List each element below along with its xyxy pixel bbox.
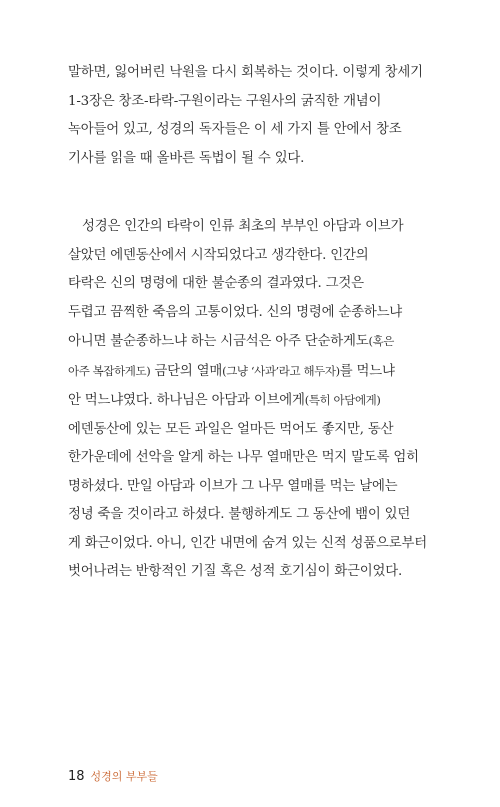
text-line: 게 화근이었다. 아니, 인간 내면에 숨겨 있는 신적 성품으로부터 — [68, 535, 427, 551]
text-line: 정녕 죽을 것이라고 하셨다. 불행하게도 그 동산에 뱀이 있던 — [68, 507, 411, 522]
page-number: 18 — [68, 769, 85, 784]
text-line: 기사를 읽을 때 올바른 독법이 될 수 있다. — [68, 150, 305, 166]
text-line: 살았던 에덴동산에서 시작되었다고 생각한다. 인간의 — [68, 247, 369, 263]
parenthetical-aside: 아주 복잡하게도) — [68, 363, 151, 378]
text-line: 1-3장은 창조-타락-구원이라는 구원사의 굵직한 개념이 — [68, 93, 382, 109]
parenthetical-aside: (그냥 ‘사과’라고 해두자) — [222, 363, 340, 378]
parenthetical-aside: (혹은 — [368, 334, 394, 348]
text-line: 명하셨다. 만일 아담과 이브가 그 나무 열매를 먹는 날에는 — [68, 478, 398, 494]
running-title: 성경의 부부들 — [90, 770, 158, 783]
text-line: 타락은 신의 명령에 대한 불순종의 결과였다. 그것은 — [68, 276, 364, 291]
paragraph-2 — [68, 213, 440, 587]
text-segment: 금단의 열매 — [154, 363, 223, 379]
text-line: 한가운데에 선악을 알게 하는 나무 열매만은 먹지 말도록 엄히 — [68, 450, 419, 465]
text-segment: 아니면 불순종하느냐 하는 시금석은 아주 단순하게도 — [68, 334, 369, 349]
paragraph-1 — [68, 59, 440, 173]
text-line: 성경은 인간의 타락이 인류 최초의 부부인 아담과 이브가 — [82, 219, 404, 234]
text-line — [68, 327, 440, 357]
text-line: 말하면, 잃어버린 낙원을 다시 회복하는 것이다. 이렇게 창세기 — [68, 65, 423, 80]
text-line: 녹아들어 있고, 성경의 독자들은 이 세 가지 틀 안에서 창조 — [68, 122, 402, 137]
text-segment: 안 먹느냐였다. 하나님은 아담과 이브에게 — [68, 393, 305, 408]
text-line — [68, 386, 440, 416]
text-segment: 를 먹느냐 — [339, 363, 395, 379]
text-line — [68, 357, 440, 387]
parenthetical-aside: (특히 아담에게) — [304, 393, 381, 407]
text-line: 벗어나려는 반항적인 기질 혹은 성적 호기심이 화근이었다. — [68, 564, 403, 579]
page-footer — [68, 765, 158, 784]
text-line: 에덴동산에 있는 모든 과일은 얼마든 먹어도 좋지만, 동산 — [68, 421, 394, 437]
text-line: 두렵고 끔찍한 죽음의 고통이었다. 신의 명령에 순종하느냐 — [68, 304, 403, 320]
